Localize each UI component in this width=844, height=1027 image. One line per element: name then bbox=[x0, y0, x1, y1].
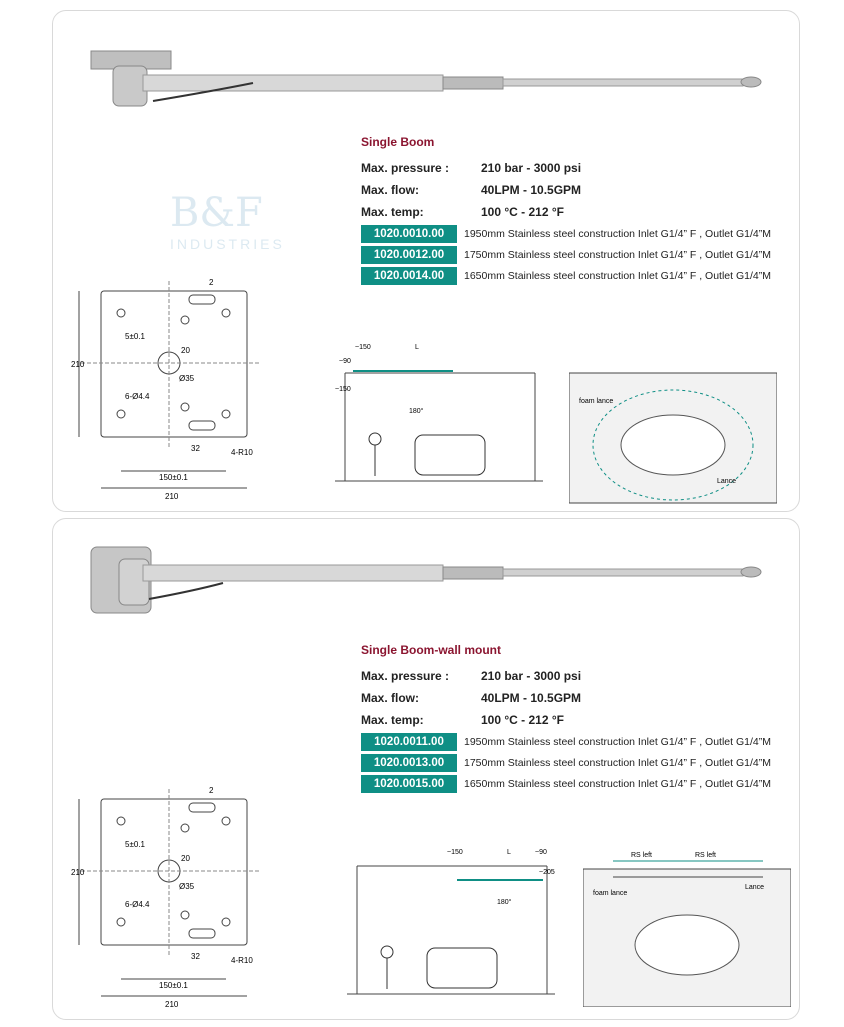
dim-label: 2 bbox=[209, 786, 214, 795]
scene-label: Lance bbox=[745, 884, 765, 891]
scene-label: Lance bbox=[717, 478, 737, 485]
dim-label: Ø35 bbox=[179, 882, 195, 891]
boom-image bbox=[53, 11, 799, 141]
side-view-scene bbox=[335, 331, 543, 489]
sku-code: 1020.0014.00 bbox=[361, 267, 457, 285]
product-panel-wall-mount bbox=[52, 518, 800, 1020]
dim-label: ~150 bbox=[335, 386, 351, 393]
sku-code: 1020.0015.00 bbox=[361, 775, 457, 793]
dim-label: 4-R10 bbox=[231, 956, 253, 965]
scene-label: foam lance bbox=[593, 890, 628, 897]
dim-label: 2 bbox=[209, 278, 214, 287]
dim-label: 210 bbox=[165, 1000, 179, 1009]
sku-row: 1020.0013.00 1750mm Stainless steel construction Inlet G1/4” F , Outlet G1/4”M bbox=[361, 752, 800, 773]
dim-label: ~150 bbox=[355, 344, 371, 351]
product-title: Single Boom-wall mount bbox=[361, 643, 501, 657]
top-view-scene bbox=[569, 359, 777, 512]
dim-label: 210 bbox=[165, 492, 179, 501]
spec-block bbox=[361, 135, 800, 286]
dim-label: 150±0.1 bbox=[159, 981, 188, 990]
product-title: Single Boom bbox=[361, 135, 435, 149]
dim-label: 6-Ø4.4 bbox=[125, 900, 150, 909]
dim-label: 32 bbox=[191, 444, 200, 453]
dim-label: ~205 bbox=[539, 869, 555, 876]
dim-label: 5±0.1 bbox=[125, 840, 145, 849]
sku-code: 1020.0010.00 bbox=[361, 225, 457, 243]
sku-code: 1020.0012.00 bbox=[361, 246, 457, 264]
dim-label: ~150 bbox=[447, 849, 463, 856]
dim-label: ~90 bbox=[339, 358, 351, 365]
dim-label: L bbox=[415, 344, 419, 351]
dim-label: 210 bbox=[71, 360, 85, 369]
spec-row: Max. flow: 40LPM - 10.5GPM bbox=[361, 691, 582, 705]
dim-label: 150±0.1 bbox=[159, 473, 188, 482]
spec-row: Max. flow: 40LPM - 10.5GPM bbox=[361, 183, 582, 197]
dim-label: 5±0.1 bbox=[125, 332, 145, 341]
mounting-plate-drawing bbox=[61, 273, 271, 505]
dim-label: L bbox=[507, 849, 511, 856]
scene-label: foam lance bbox=[579, 398, 614, 405]
mounting-plate-drawing bbox=[61, 781, 271, 1013]
dim-label: 20 bbox=[181, 854, 190, 863]
brand-sub: INDUSTRIES bbox=[170, 236, 285, 252]
sku-code: 1020.0013.00 bbox=[361, 754, 457, 772]
dim-label: 210 bbox=[71, 868, 85, 877]
spec-block bbox=[361, 643, 800, 794]
dim-label: 4-R10 bbox=[231, 448, 253, 457]
dim-label: 6-Ø4.4 bbox=[125, 392, 150, 401]
spec-row: Max. temp: 100 °C - 212 °F bbox=[361, 713, 564, 727]
sku-code: 1020.0011.00 bbox=[361, 733, 457, 751]
dim-label: ~90 bbox=[535, 849, 547, 856]
sku-row: 1020.0015.00 1650mm Stainless steel construction Inlet G1/4” F , Outlet G1/4”M bbox=[361, 773, 800, 794]
top-view-scene bbox=[583, 849, 791, 1007]
sku-row: 1020.0011.00 1950mm Stainless steel construction Inlet G1/4” F , Outlet G1/4”M bbox=[361, 731, 800, 752]
scene-label: RS left bbox=[631, 852, 653, 859]
spec-row: Max. pressure : 210 bar - 3000 psi bbox=[361, 161, 582, 175]
side-view-scene bbox=[347, 844, 555, 1002]
sku-row: 1020.0014.00 1650mm Stainless steel construction Inlet G1/4” F , Outlet G1/4”M bbox=[361, 265, 800, 286]
product-panel-single-boom bbox=[52, 10, 800, 512]
dim-label: 180° bbox=[409, 408, 424, 415]
sku-row: 1020.0010.00 1950mm Stainless steel construction Inlet G1/4” F , Outlet G1/4”M bbox=[361, 223, 800, 244]
brand-name: B&F bbox=[170, 190, 263, 236]
boom-image bbox=[53, 519, 799, 649]
dim-label: 32 bbox=[191, 952, 200, 961]
dim-label: Ø35 bbox=[179, 374, 195, 383]
sku-row: 1020.0012.00 1750mm Stainless steel construction Inlet G1/4” F , Outlet G1/4”M bbox=[361, 244, 800, 265]
spec-row: Max. pressure : 210 bar - 3000 psi bbox=[361, 669, 582, 683]
dim-label: 180° bbox=[497, 899, 512, 906]
spec-row: Max. temp: 100 °C - 212 °F bbox=[361, 205, 564, 219]
dim-label: 20 bbox=[181, 346, 190, 355]
scene-label: RS left bbox=[695, 852, 717, 859]
